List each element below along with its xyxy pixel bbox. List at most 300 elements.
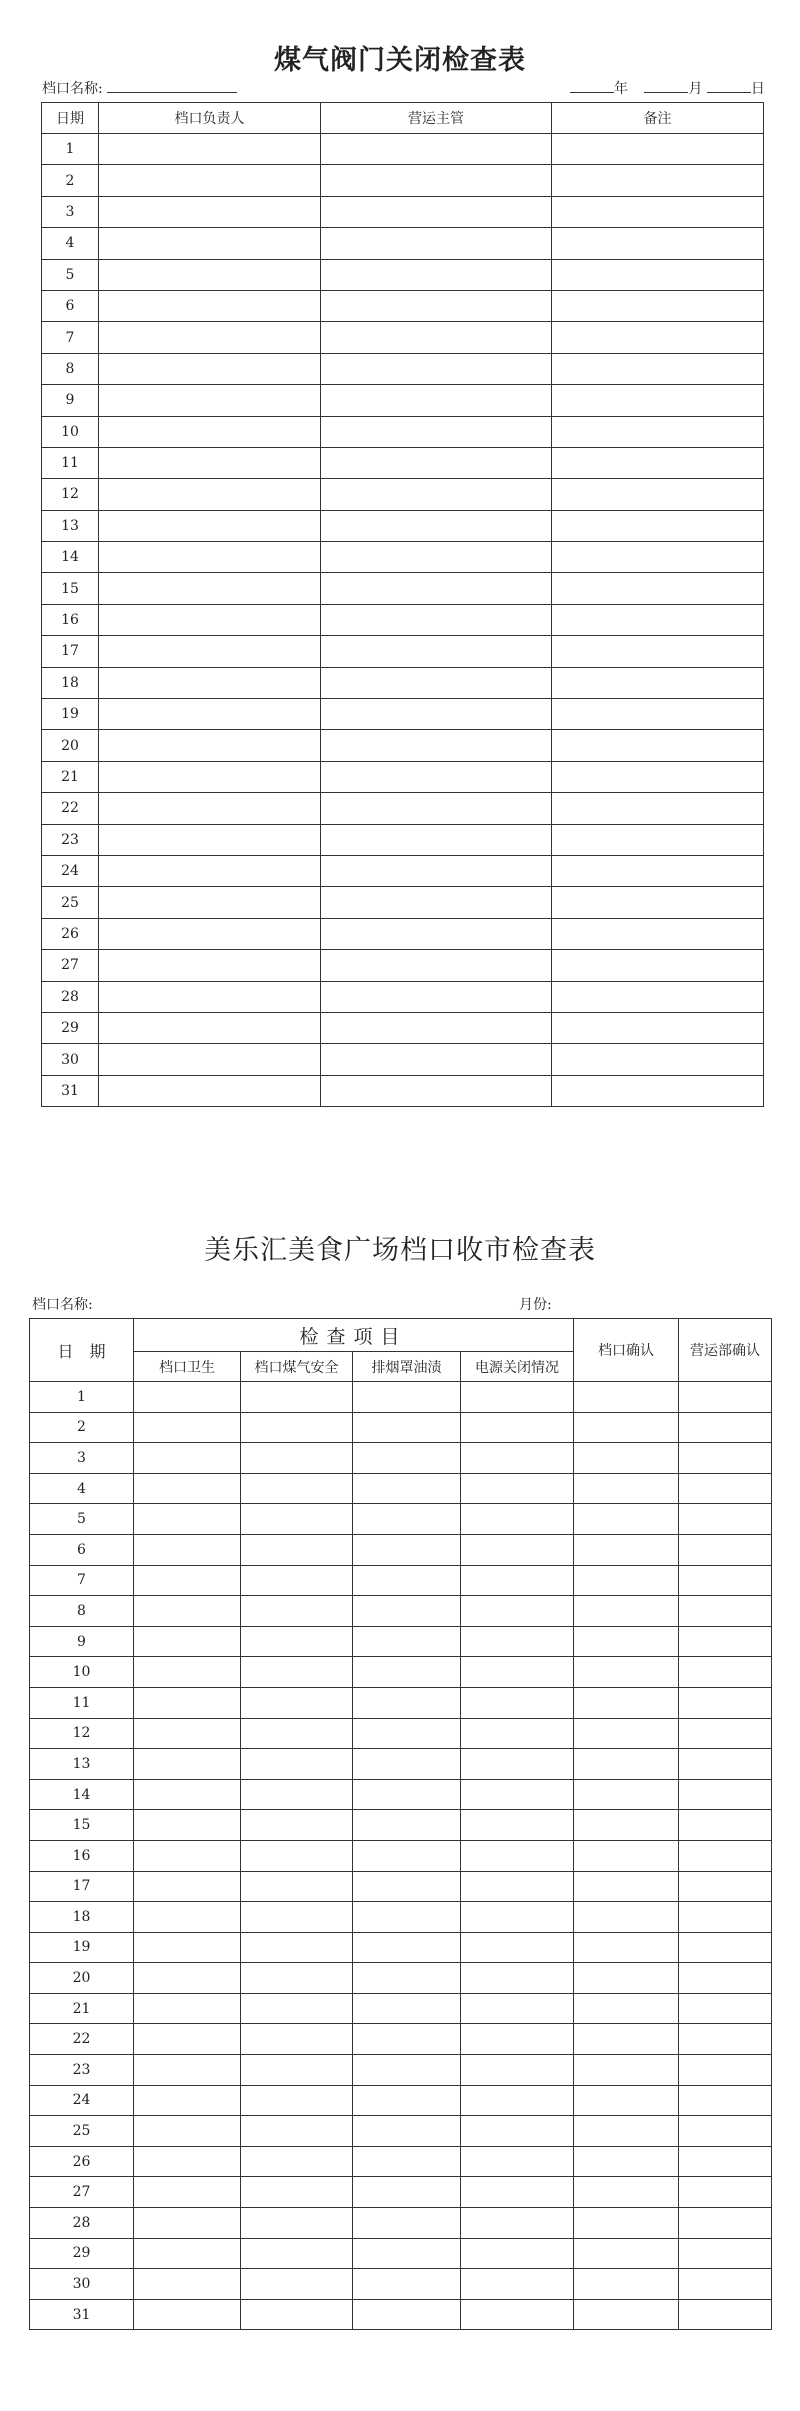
entry-cell[interactable] xyxy=(679,1779,772,1810)
entry-cell[interactable] xyxy=(461,2024,574,2055)
entry-cell[interactable] xyxy=(353,1596,461,1627)
entry-cell[interactable] xyxy=(99,981,321,1012)
entry-cell[interactable] xyxy=(99,950,321,981)
entry-cell[interactable] xyxy=(241,1993,353,2024)
entry-cell[interactable] xyxy=(321,1075,552,1106)
entry-cell[interactable] xyxy=(679,1871,772,1902)
entry-cell[interactable] xyxy=(574,1993,679,2024)
entry-cell[interactable] xyxy=(321,1012,552,1043)
entry-cell[interactable] xyxy=(679,1443,772,1474)
entry-cell[interactable] xyxy=(321,793,552,824)
table-row xyxy=(42,887,764,918)
entry-cell[interactable] xyxy=(134,2238,241,2269)
entry-cell[interactable] xyxy=(461,2208,574,2239)
table-row xyxy=(42,196,764,227)
entry-cell[interactable] xyxy=(241,1718,353,1749)
entry-cell[interactable] xyxy=(353,1871,461,1902)
entry-cell[interactable] xyxy=(679,2269,772,2300)
entry-cell[interactable] xyxy=(99,918,321,949)
entry-cell[interactable] xyxy=(241,1749,353,1780)
entry-cell[interactable] xyxy=(99,510,321,541)
entry-cell[interactable] xyxy=(99,353,321,384)
entry-cell[interactable] xyxy=(134,1718,241,1749)
entry-cell[interactable] xyxy=(241,1473,353,1504)
day-cell: 31 xyxy=(42,1075,99,1106)
entry-cell[interactable] xyxy=(679,1749,772,1780)
entry-cell[interactable] xyxy=(353,1443,461,1474)
entry-cell[interactable] xyxy=(461,1565,574,1596)
entry-cell[interactable] xyxy=(321,165,552,196)
entry-cell[interactable] xyxy=(574,1749,679,1780)
day-cell: 28 xyxy=(42,981,99,1012)
day-cell: 20 xyxy=(30,1963,134,1994)
entry-cell[interactable] xyxy=(461,1749,574,1780)
entry-cell[interactable] xyxy=(574,1840,679,1871)
entry-cell[interactable] xyxy=(353,1749,461,1780)
entry-cell[interactable] xyxy=(241,1687,353,1718)
entry-cell[interactable] xyxy=(679,1993,772,2024)
entry-cell[interactable] xyxy=(552,290,764,321)
entry-cell[interactable] xyxy=(241,1443,353,1474)
entry-cell[interactable] xyxy=(241,1412,353,1443)
entry-cell[interactable] xyxy=(552,353,764,384)
entry-cell[interactable] xyxy=(321,918,552,949)
entry-cell[interactable] xyxy=(353,2269,461,2300)
entry-cell[interactable] xyxy=(552,824,764,855)
entry-cell[interactable] xyxy=(321,887,552,918)
entry-cell[interactable] xyxy=(461,1718,574,1749)
entry-cell[interactable] xyxy=(241,2299,353,2330)
entry-cell[interactable] xyxy=(552,510,764,541)
entry-cell[interactable] xyxy=(241,2238,353,2269)
entry-cell[interactable] xyxy=(679,1810,772,1841)
entry-cell[interactable] xyxy=(99,290,321,321)
entry-cell[interactable] xyxy=(552,196,764,227)
entry-cell[interactable] xyxy=(99,447,321,478)
entry-cell[interactable] xyxy=(241,2208,353,2239)
entry-cell[interactable] xyxy=(552,699,764,730)
entry-cell[interactable] xyxy=(241,1596,353,1627)
entry-cell[interactable] xyxy=(353,2208,461,2239)
entry-cell[interactable] xyxy=(134,1443,241,1474)
entry-cell[interactable] xyxy=(321,259,552,290)
entry-cell[interactable] xyxy=(321,667,552,698)
entry-cell[interactable] xyxy=(321,981,552,1012)
entry-cell[interactable] xyxy=(574,2177,679,2208)
entry-cell[interactable] xyxy=(552,981,764,1012)
entry-cell[interactable] xyxy=(679,1504,772,1535)
entry-cell[interactable] xyxy=(679,1963,772,1994)
entry-cell[interactable] xyxy=(679,2299,772,2330)
entry-cell[interactable] xyxy=(321,228,552,259)
entry-cell[interactable] xyxy=(574,1779,679,1810)
entry-cell[interactable] xyxy=(574,1657,679,1688)
column-header-remarks: 备注 xyxy=(552,103,764,134)
entry-cell[interactable] xyxy=(99,479,321,510)
entry-cell[interactable] xyxy=(461,1687,574,1718)
entry-cell[interactable] xyxy=(353,1932,461,1963)
entry-cell[interactable] xyxy=(461,2269,574,2300)
entry-cell[interactable] xyxy=(241,1382,353,1413)
entry-cell[interactable] xyxy=(241,1810,353,1841)
entry-cell[interactable] xyxy=(353,2116,461,2147)
entry-cell[interactable] xyxy=(461,1840,574,1871)
entry-cell[interactable] xyxy=(321,353,552,384)
entry-cell[interactable] xyxy=(353,2055,461,2086)
entry-cell[interactable] xyxy=(353,2299,461,2330)
entry-cell[interactable] xyxy=(552,447,764,478)
entry-cell[interactable] xyxy=(99,793,321,824)
entry-cell[interactable] xyxy=(461,2238,574,2269)
entry-cell[interactable] xyxy=(241,1871,353,1902)
entry-cell[interactable] xyxy=(321,196,552,227)
entry-cell[interactable] xyxy=(134,2024,241,2055)
entry-cell[interactable] xyxy=(99,699,321,730)
entry-cell[interactable] xyxy=(241,2116,353,2147)
entry-cell[interactable] xyxy=(353,1718,461,1749)
entry-cell[interactable] xyxy=(353,1810,461,1841)
entry-cell[interactable] xyxy=(321,604,552,635)
entry-cell[interactable] xyxy=(353,2177,461,2208)
entry-cell[interactable] xyxy=(353,2085,461,2116)
entry-cell[interactable] xyxy=(574,1412,679,1443)
entry-cell[interactable] xyxy=(99,196,321,227)
entry-cell[interactable] xyxy=(241,1534,353,1565)
entry-cell[interactable] xyxy=(321,416,552,447)
entry-cell[interactable] xyxy=(99,730,321,761)
entry-cell[interactable] xyxy=(321,479,552,510)
entry-cell[interactable] xyxy=(461,1412,574,1443)
entry-cell[interactable] xyxy=(353,1412,461,1443)
entry-cell[interactable] xyxy=(353,1626,461,1657)
entry-cell[interactable] xyxy=(353,1840,461,1871)
entry-cell[interactable] xyxy=(321,290,552,321)
entry-cell[interactable] xyxy=(679,2177,772,2208)
entry-cell[interactable] xyxy=(461,1534,574,1565)
entry-cell[interactable] xyxy=(679,1412,772,1443)
entry-cell[interactable] xyxy=(353,2238,461,2269)
entry-cell[interactable] xyxy=(241,1840,353,1871)
entry-cell[interactable] xyxy=(321,761,552,792)
entry-cell[interactable] xyxy=(574,2269,679,2300)
entry-cell[interactable] xyxy=(99,887,321,918)
entry-cell[interactable] xyxy=(99,385,321,416)
entry-cell[interactable] xyxy=(461,1779,574,1810)
entry-cell[interactable] xyxy=(461,1932,574,1963)
entry-cell[interactable] xyxy=(134,2055,241,2086)
entry-cell[interactable] xyxy=(552,542,764,573)
entry-cell[interactable] xyxy=(679,1718,772,1749)
entry-cell[interactable] xyxy=(679,1657,772,1688)
table-row xyxy=(30,1779,772,1810)
entry-cell[interactable] xyxy=(552,385,764,416)
entry-cell[interactable] xyxy=(552,667,764,698)
entry-cell[interactable] xyxy=(679,2238,772,2269)
entry-cell[interactable] xyxy=(552,855,764,886)
entry-cell[interactable] xyxy=(353,1565,461,1596)
entry-cell[interactable] xyxy=(461,2116,574,2147)
entry-cell[interactable] xyxy=(574,2146,679,2177)
entry-cell[interactable] xyxy=(99,667,321,698)
day-cell: 2 xyxy=(42,165,99,196)
entry-cell[interactable] xyxy=(574,1473,679,1504)
entry-cell[interactable] xyxy=(241,1932,353,1963)
entry-cell[interactable] xyxy=(552,228,764,259)
entry-cell[interactable] xyxy=(321,636,552,667)
entry-cell[interactable] xyxy=(134,1902,241,1933)
entry-cell[interactable] xyxy=(552,761,764,792)
entry-cell[interactable] xyxy=(461,1504,574,1535)
entry-cell[interactable] xyxy=(574,2299,679,2330)
entry-cell[interactable] xyxy=(461,2055,574,2086)
entry-cell[interactable] xyxy=(461,1382,574,1413)
entry-cell[interactable] xyxy=(353,1473,461,1504)
entry-cell[interactable] xyxy=(241,2055,353,2086)
entry-cell[interactable] xyxy=(134,2208,241,2239)
entry-cell[interactable] xyxy=(321,447,552,478)
entry-cell[interactable] xyxy=(679,2085,772,2116)
entry-cell[interactable] xyxy=(552,887,764,918)
entry-cell[interactable] xyxy=(461,2085,574,2116)
entry-cell[interactable] xyxy=(241,1657,353,1688)
entry-cell[interactable] xyxy=(679,1596,772,1627)
entry-cell[interactable] xyxy=(134,1993,241,2024)
entry-cell[interactable] xyxy=(134,1382,241,1413)
entry-cell[interactable] xyxy=(461,1993,574,2024)
entry-cell[interactable] xyxy=(574,1443,679,1474)
entry-cell[interactable] xyxy=(134,1810,241,1841)
entry-cell[interactable] xyxy=(134,1749,241,1780)
entry-cell[interactable] xyxy=(574,2055,679,2086)
entry-cell[interactable] xyxy=(574,2085,679,2116)
entry-cell[interactable] xyxy=(321,385,552,416)
entry-cell[interactable] xyxy=(679,2116,772,2147)
entry-cell[interactable] xyxy=(461,1657,574,1688)
table-row xyxy=(42,573,764,604)
entry-cell[interactable] xyxy=(134,2146,241,2177)
entry-cell[interactable] xyxy=(99,573,321,604)
entry-cell[interactable] xyxy=(461,1810,574,1841)
entry-cell[interactable] xyxy=(321,824,552,855)
entry-cell[interactable] xyxy=(353,2146,461,2177)
entry-cell[interactable] xyxy=(461,1963,574,1994)
entry-cell[interactable] xyxy=(321,1044,552,1075)
entry-cell[interactable] xyxy=(353,1382,461,1413)
entry-cell[interactable] xyxy=(241,1779,353,1810)
entry-cell[interactable] xyxy=(461,1596,574,1627)
entry-cell[interactable] xyxy=(679,1626,772,1657)
entry-cell[interactable] xyxy=(321,855,552,886)
entry-cell[interactable] xyxy=(99,604,321,635)
entry-cell[interactable] xyxy=(679,1932,772,1963)
entry-cell[interactable] xyxy=(134,2299,241,2330)
day-cell: 28 xyxy=(30,2208,134,2239)
entry-cell[interactable] xyxy=(321,134,552,165)
entry-cell[interactable] xyxy=(552,636,764,667)
entry-cell[interactable] xyxy=(552,165,764,196)
form1-month-line[interactable] xyxy=(644,78,688,93)
day-cell: 11 xyxy=(30,1687,134,1718)
entry-cell[interactable] xyxy=(353,1534,461,1565)
entry-cell[interactable] xyxy=(99,165,321,196)
entry-cell[interactable] xyxy=(679,1565,772,1596)
entry-cell[interactable] xyxy=(353,1657,461,1688)
entry-cell[interactable] xyxy=(461,1473,574,1504)
entry-cell[interactable] xyxy=(461,2177,574,2208)
entry-cell[interactable] xyxy=(574,1902,679,1933)
entry-cell[interactable] xyxy=(461,1626,574,1657)
entry-cell[interactable] xyxy=(99,1044,321,1075)
entry-cell[interactable] xyxy=(552,1012,764,1043)
entry-cell[interactable] xyxy=(134,1626,241,1657)
entry-cell[interactable] xyxy=(679,2146,772,2177)
entry-cell[interactable] xyxy=(99,416,321,447)
entry-cell[interactable] xyxy=(552,573,764,604)
entry-cell[interactable] xyxy=(552,730,764,761)
entry-cell[interactable] xyxy=(461,1443,574,1474)
entry-cell[interactable] xyxy=(679,1382,772,1413)
entry-cell[interactable] xyxy=(134,1473,241,1504)
entry-cell[interactable] xyxy=(461,1902,574,1933)
entry-cell[interactable] xyxy=(574,1932,679,1963)
form2-title: 美乐汇美食广场档口收市检查表 xyxy=(204,1235,596,1266)
entry-cell[interactable] xyxy=(679,1840,772,1871)
entry-cell[interactable] xyxy=(574,1534,679,1565)
entry-cell[interactable] xyxy=(574,1718,679,1749)
entry-cell[interactable] xyxy=(134,1687,241,1718)
entry-cell[interactable] xyxy=(99,134,321,165)
entry-cell[interactable] xyxy=(353,1779,461,1810)
entry-cell[interactable] xyxy=(241,2024,353,2055)
entry-cell[interactable] xyxy=(241,1902,353,1933)
entry-cell[interactable] xyxy=(241,1963,353,1994)
entry-cell[interactable] xyxy=(99,259,321,290)
entry-cell[interactable] xyxy=(552,1044,764,1075)
entry-cell[interactable] xyxy=(679,1902,772,1933)
entry-cell[interactable] xyxy=(679,1687,772,1718)
entry-cell[interactable] xyxy=(552,1075,764,1106)
entry-cell[interactable] xyxy=(134,1596,241,1627)
entry-cell[interactable] xyxy=(679,1534,772,1565)
day-cell: 1 xyxy=(30,1382,134,1413)
entry-cell[interactable] xyxy=(353,2024,461,2055)
entry-cell[interactable] xyxy=(679,1473,772,1504)
form1-stall-input-line[interactable] xyxy=(107,78,237,93)
entry-cell[interactable] xyxy=(241,1504,353,1535)
entry-cell[interactable] xyxy=(552,416,764,447)
entry-cell[interactable] xyxy=(552,950,764,981)
entry-cell[interactable] xyxy=(461,1871,574,1902)
entry-cell[interactable] xyxy=(134,2116,241,2147)
day-cell: 3 xyxy=(30,1443,134,1474)
entry-cell[interactable] xyxy=(321,699,552,730)
entry-cell[interactable] xyxy=(99,855,321,886)
entry-cell[interactable] xyxy=(574,2238,679,2269)
entry-cell[interactable] xyxy=(574,1963,679,1994)
entry-cell[interactable] xyxy=(134,1840,241,1871)
entry-cell[interactable] xyxy=(134,2177,241,2208)
entry-cell[interactable] xyxy=(353,1963,461,1994)
entry-cell[interactable] xyxy=(99,542,321,573)
entry-cell[interactable] xyxy=(574,1565,679,1596)
entry-cell[interactable] xyxy=(574,1596,679,1627)
entry-cell[interactable] xyxy=(99,824,321,855)
entry-cell[interactable] xyxy=(679,2208,772,2239)
entry-cell[interactable] xyxy=(134,1657,241,1688)
entry-cell[interactable] xyxy=(134,2269,241,2300)
entry-cell[interactable] xyxy=(574,2024,679,2055)
entry-cell[interactable] xyxy=(461,2299,574,2330)
entry-cell[interactable] xyxy=(552,793,764,824)
entry-cell[interactable] xyxy=(679,2055,772,2086)
entry-cell[interactable] xyxy=(552,604,764,635)
entry-cell[interactable] xyxy=(99,636,321,667)
entry-cell[interactable] xyxy=(574,2116,679,2147)
entry-cell[interactable] xyxy=(461,2146,574,2177)
entry-cell[interactable] xyxy=(321,730,552,761)
entry-cell[interactable] xyxy=(552,479,764,510)
day-cell: 12 xyxy=(42,479,99,510)
entry-cell[interactable] xyxy=(353,1504,461,1535)
entry-cell[interactable] xyxy=(552,918,764,949)
entry-cell[interactable] xyxy=(353,1687,461,1718)
entry-cell[interactable] xyxy=(552,322,764,353)
entry-cell[interactable] xyxy=(241,2146,353,2177)
entry-cell[interactable] xyxy=(241,2177,353,2208)
entry-cell[interactable] xyxy=(241,1626,353,1657)
entry-cell[interactable] xyxy=(241,2269,353,2300)
entry-cell[interactable] xyxy=(99,1075,321,1106)
entry-cell[interactable] xyxy=(574,1687,679,1718)
entry-cell[interactable] xyxy=(574,1871,679,1902)
entry-cell[interactable] xyxy=(353,1902,461,1933)
entry-cell[interactable] xyxy=(321,322,552,353)
entry-cell[interactable] xyxy=(574,1382,679,1413)
day-cell: 30 xyxy=(42,1044,99,1075)
entry-cell[interactable] xyxy=(552,134,764,165)
entry-cell[interactable] xyxy=(574,1810,679,1841)
entry-cell[interactable] xyxy=(321,510,552,541)
entry-cell[interactable] xyxy=(679,2024,772,2055)
entry-cell[interactable] xyxy=(574,1504,679,1535)
entry-cell[interactable] xyxy=(134,1932,241,1963)
entry-cell[interactable] xyxy=(134,2085,241,2116)
entry-cell[interactable] xyxy=(99,322,321,353)
entry-cell[interactable] xyxy=(99,1012,321,1043)
entry-cell[interactable] xyxy=(552,259,764,290)
form1-year-line[interactable] xyxy=(570,78,614,93)
entry-cell[interactable] xyxy=(241,2085,353,2116)
entry-cell[interactable] xyxy=(574,2208,679,2239)
entry-cell[interactable] xyxy=(134,1871,241,1902)
entry-cell[interactable] xyxy=(134,1534,241,1565)
entry-cell[interactable] xyxy=(353,1993,461,2024)
form1-day-line[interactable] xyxy=(707,78,751,93)
entry-cell[interactable] xyxy=(134,1504,241,1535)
table-row xyxy=(42,1012,764,1043)
entry-cell[interactable] xyxy=(134,1412,241,1443)
entry-cell[interactable] xyxy=(241,1565,353,1596)
entry-cell[interactable] xyxy=(321,950,552,981)
entry-cell[interactable] xyxy=(99,761,321,792)
entry-cell[interactable] xyxy=(321,542,552,573)
entry-cell[interactable] xyxy=(574,1626,679,1657)
entry-cell[interactable] xyxy=(134,1779,241,1810)
entry-cell[interactable] xyxy=(134,1565,241,1596)
entry-cell[interactable] xyxy=(321,573,552,604)
entry-cell[interactable] xyxy=(134,1963,241,1994)
entry-cell[interactable] xyxy=(99,228,321,259)
